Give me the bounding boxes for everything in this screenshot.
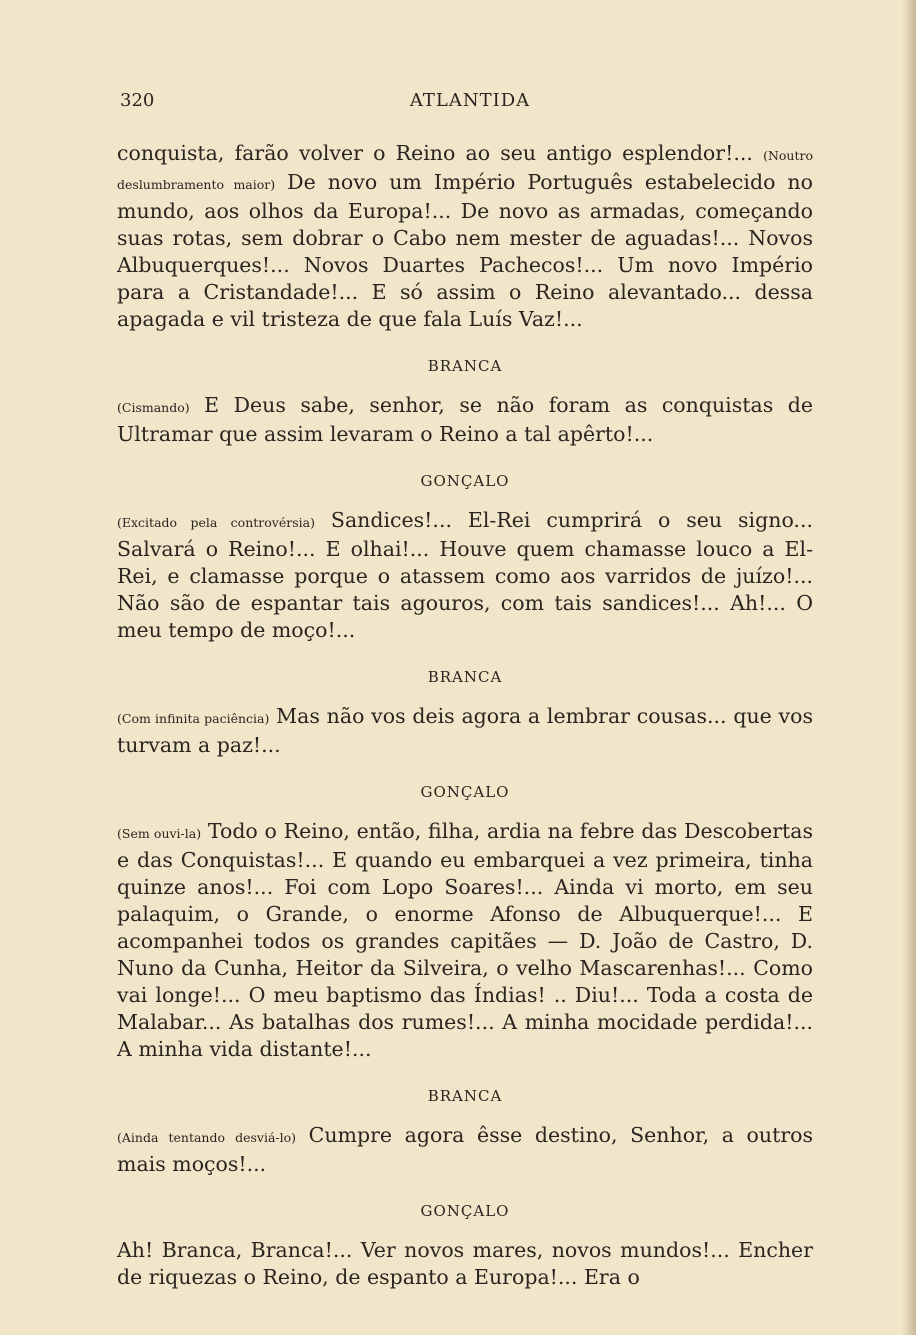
page-number: 320: [120, 90, 155, 111]
stage-direction: (Cismando): [117, 400, 190, 415]
speaker-name: BRANCA: [427, 357, 503, 375]
speech-text: De novo um Império Português estabelecido no mundo, aos olhos da Europa!... De novo as armadas, começando suas rotas, sem dobrar o Cabo nem mester de aguadas!... Novos Albuquerques!... Novos Duartes Pachecos!... Um novo Império para a Cristandade!... E só assim o Reino alevantado... dessa apagada e vil tristeza de que fala Luís Vaz!...: [117, 170, 813, 331]
speech: [117, 703, 813, 759]
speech: [117, 818, 813, 1063]
running-head: [120, 88, 820, 118]
stage-direction: (Ainda tentando desviá-lo): [117, 1130, 297, 1145]
text-block: [117, 140, 813, 1291]
page-edge-shadow: [902, 0, 916, 1335]
speech-text: Cumpre agora êsse destino, Senhor, a outros mais moços!...: [117, 1123, 814, 1176]
speaker-name: GONÇALO: [420, 1202, 510, 1220]
stage-direction: (Excitado pela controvérsia): [117, 515, 315, 530]
speaker-name: GONÇALO: [420, 783, 510, 801]
speaker-name: GONÇALO: [420, 472, 510, 490]
speech: [117, 1122, 813, 1178]
speech-text: Ah! Branca, Branca!... Ver novos mares, novos mundos!... Encher de riquezas o Reino, de espanto a Europa!... Era o: [117, 1238, 813, 1289]
stage-direction: (Noutro deslumbramento maior): [117, 148, 813, 192]
stage-direction: (Com infinita paciência): [117, 711, 270, 726]
speech: [117, 1237, 813, 1291]
speech-text: E Deus sabe, senhor, se não foram as conquistas de Ultramar que assim levaram o Reino a tal apêrto!...: [117, 393, 813, 446]
speech-text: Mas não vos deis agora a lembrar cousas... que vos turvam a paz!...: [117, 704, 813, 757]
speech-continued: [117, 140, 813, 333]
speaker-name: BRANCA: [427, 1087, 503, 1105]
speech: [117, 392, 813, 448]
speech-text: Todo o Reino, então, filha, ardia na febre das Descobertas e das Conquistas!... E quando eu embarquei a vez primeira, tinha quinze anos!... Foi com Lopo Soares!... Ainda vi morto, em seu palaquim, o Grande, o enorme Afonso de Albuquerque!... E acompanhei todos os grandes capitães — D. João de Castro, D. Nuno da Cunha, Heitor da Silveira, o velho Mascarenhas!... Como vai longe!... O meu baptismo das Índias! .. Diu!... Toda a costa de Malabar... As batalhas dos rumes!... A minha mocidade perdida!... A minha vida distante!...: [117, 819, 813, 1061]
stage-direction: (Sem ouvi-la): [117, 826, 202, 841]
book-title: ATLANTIDA: [409, 90, 531, 111]
speech-lead: conquista, farão volver o Reino ao seu antigo esplendor!...: [117, 141, 753, 165]
speech-text: Sandices!... El-Rei cumprirá o seu signo... Salvará o Reino!... E olhai!... Houve quem chamasse louco a El-Rei, e clamasse porque o atassem como aos varridos de juízo!... Não são de espantar tais agouros, com tais sandices!... Ah!... O meu tempo de moço!...: [117, 508, 813, 642]
speech: [117, 507, 813, 644]
speaker-name: BRANCA: [427, 668, 503, 686]
